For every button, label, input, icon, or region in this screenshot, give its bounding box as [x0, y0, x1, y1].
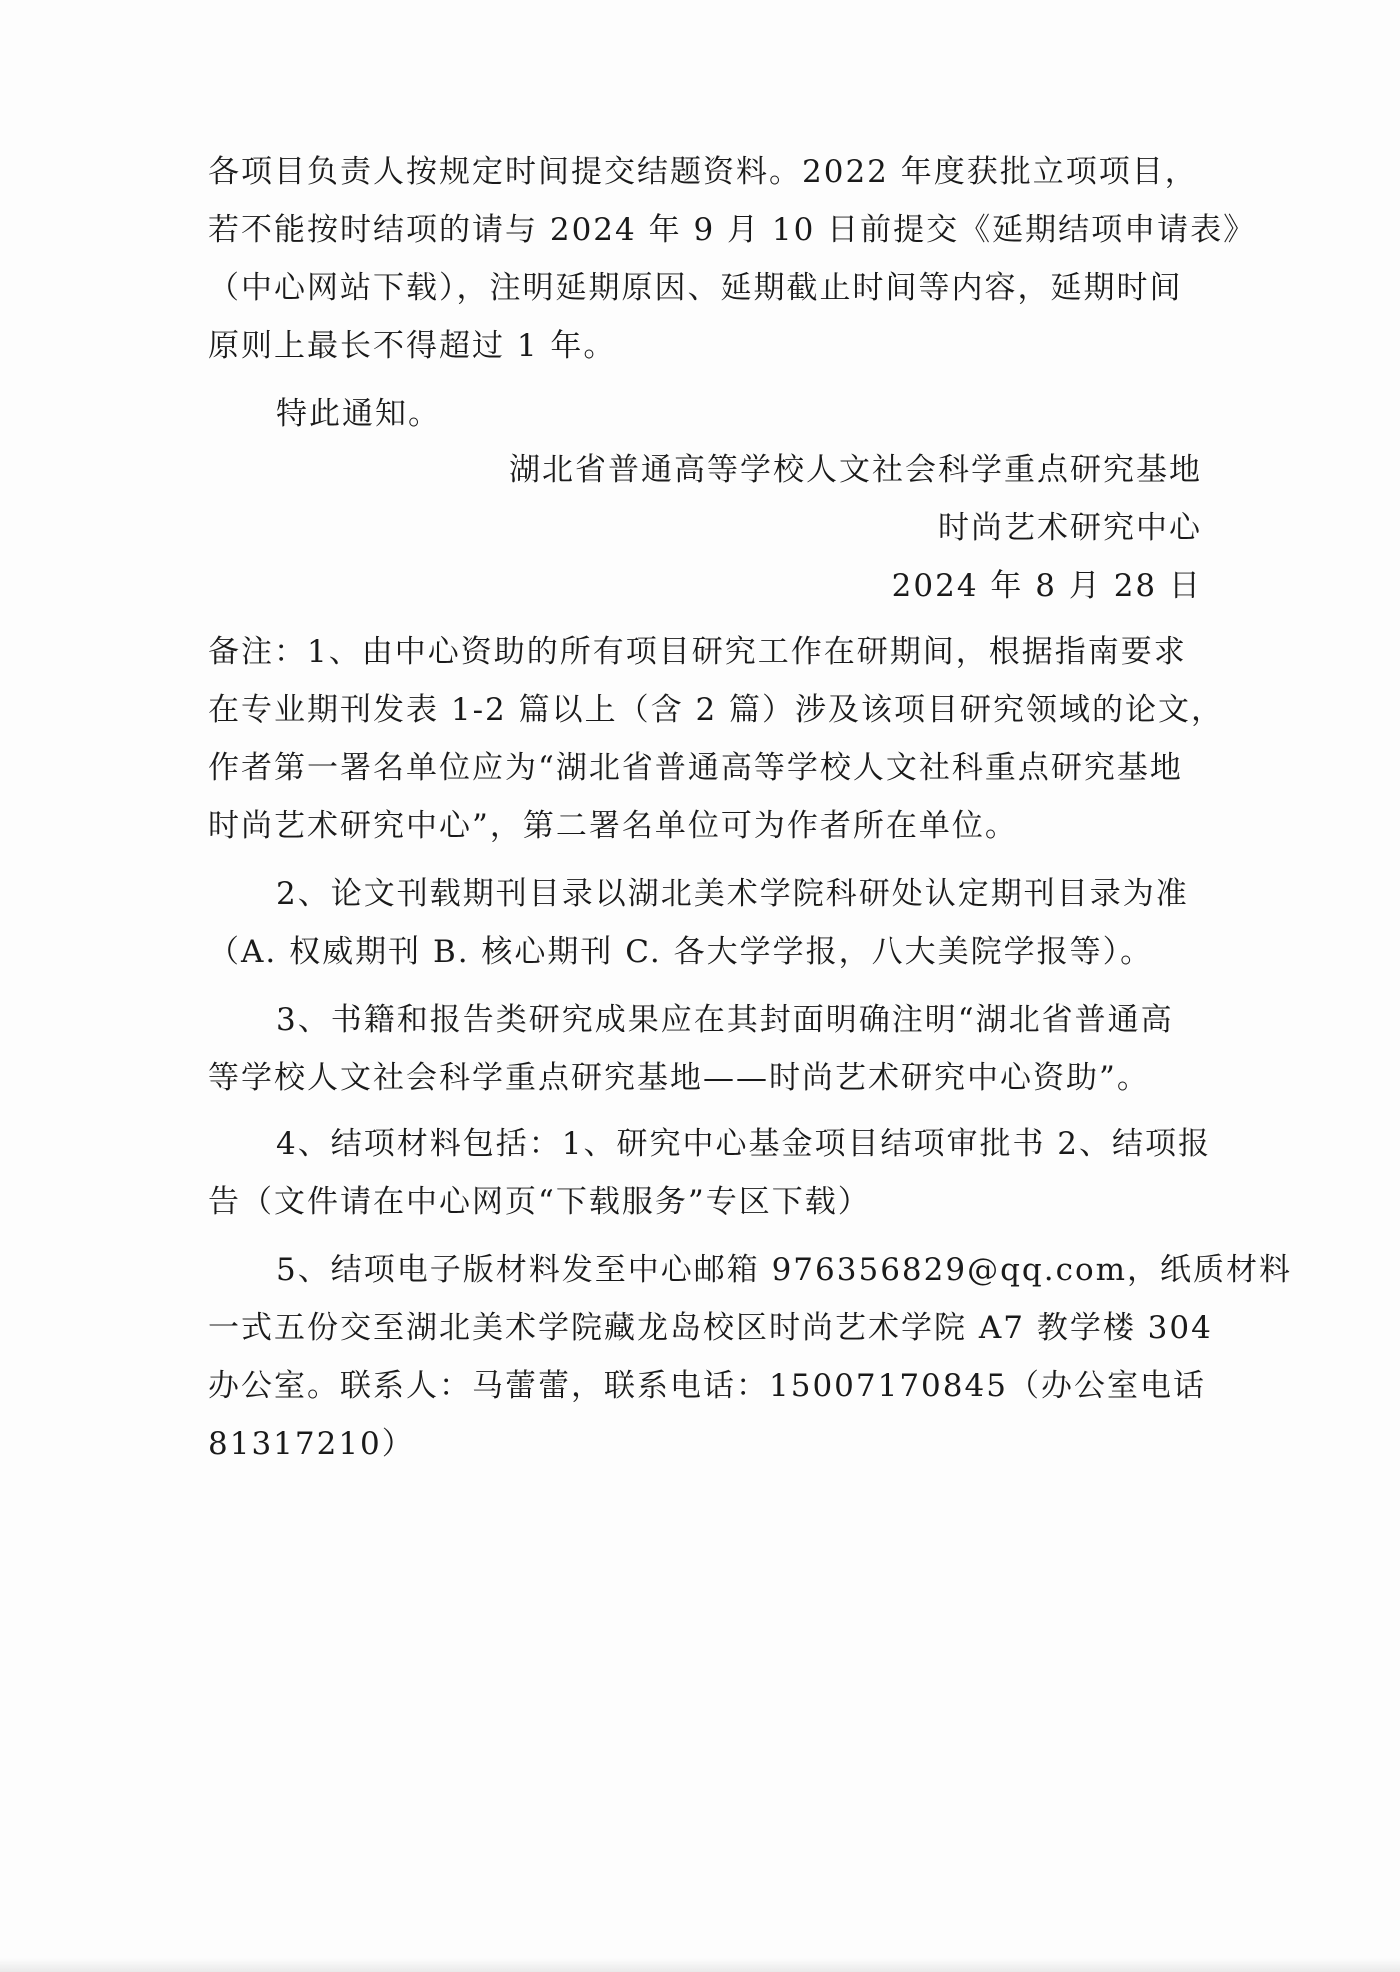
- note-line: 办公室。联系人：马蕾蕾，联系电话：15007170845（办公室电话: [208, 1368, 1206, 1404]
- note-line: 时尚艺术研究中心”，第二署名单位可为作者所在单位。: [208, 808, 1018, 844]
- note-line: 3、书籍和报告类研究成果应在其封面明确注明“湖北省普通高: [276, 1002, 1174, 1038]
- scan-edge-shadow: [0, 1958, 1400, 1972]
- closing-text: 特此通知。: [276, 396, 441, 432]
- note-line: 2、论文刊载期刊目录以湖北美术学院科研处认定期刊目录为准: [276, 876, 1189, 912]
- paragraph-line: 若不能按时结项的请与 2024 年 9 月 10 日前提交《延期结项申请表》: [208, 212, 1257, 248]
- signature-date: 2024 年 8 月 28 日: [891, 568, 1202, 604]
- signature-org-line2: 时尚艺术研究中心: [938, 510, 1202, 546]
- note-line: 备注：1、由中心资助的所有项目研究工作在研期间，根据指南要求: [208, 634, 1187, 670]
- paragraph-line: 原则上最长不得超过 1 年。: [208, 328, 617, 364]
- note-line: 4、结项材料包括：1、研究中心基金项目结项审批书 2、结项报: [276, 1126, 1212, 1162]
- paragraph-line: （中心网站下载），注明延期原因、延期截止时间等内容，延期时间: [208, 270, 1183, 306]
- note-line: 5、结项电子版材料发至中心邮箱 976356829@qq.com，纸质材料: [276, 1252, 1293, 1288]
- note-line: 81317210）: [208, 1426, 415, 1462]
- note-line: 在专业期刊发表 1-2 篇以上（含 2 篇）涉及该项目研究领域的论文，: [208, 692, 1225, 728]
- note-line: 作者第一署名单位应为“湖北省普通高等学校人文社科重点研究基地: [208, 750, 1183, 786]
- paragraph-line: 各项目负责人按规定时间提交结题资料。2022 年度获批立项项目，: [208, 154, 1198, 190]
- note-line: 一式五份交至湖北美术学院藏龙岛校区时尚艺术学院 A7 教学楼 304: [208, 1310, 1213, 1346]
- note-line: 等学校人文社会科学重点研究基地——时尚艺术研究中心资助”。: [208, 1060, 1150, 1096]
- note-line: （A. 权威期刊 B. 核心期刊 C. 各大学学报，八大美院学报等）。: [208, 934, 1154, 970]
- note-line: 告（文件请在中心网页“下载服务”专区下载）: [208, 1184, 871, 1220]
- signature-org-line1: 湖北省普通高等学校人文社会科学重点研究基地: [509, 452, 1202, 488]
